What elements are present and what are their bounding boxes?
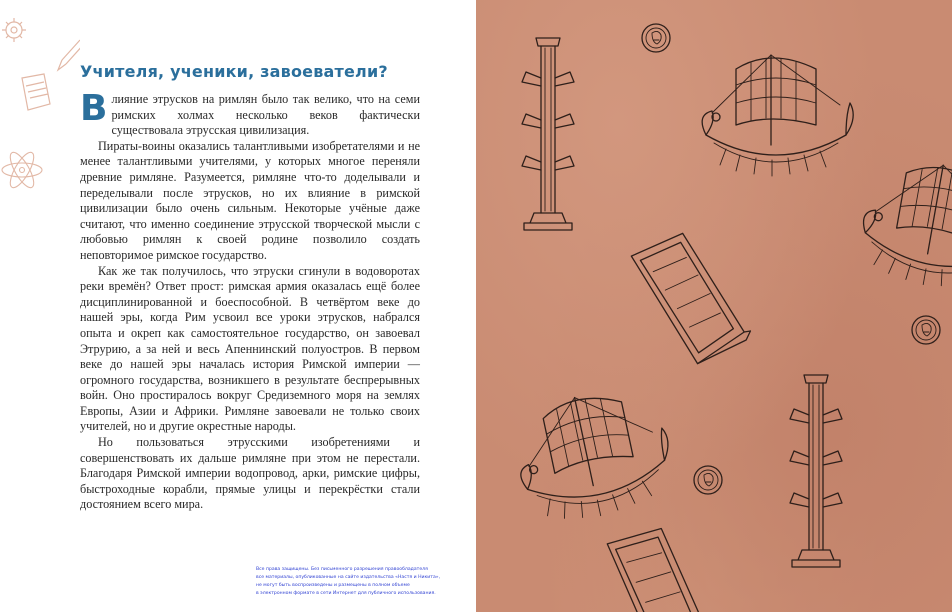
copyright-line: все материалы, опубликованные на сайте издательства «Настя и Никита»,	[256, 575, 441, 580]
paragraph-2: Пираты-воины оказались талантливыми изобретателями и не менее талантливыми учителями, у которых многое переняли древние римляне. Разумеется, римляне что-то доделывали и переделывали после этрусков, но их влияние в римской цивилизации было очень сильным. Некоторые учёные даже считают, что именно соединение этрусской творческой мысли с любовью римлян к своей родине позволило создать неповторимое римское государство.	[80, 138, 420, 262]
copyright-line: в электронном формате в сети Интернет для публичного использования.	[256, 591, 436, 596]
paragraph-3: Как же так получилось, что этруски сгинули в водоворотах реки времён? Ответ прост: римская армия оказалась ещё более дисциплинированной и боеспособной. В четвёртом веке до нашей эры, когда Рим усвоил все уроки этрусков, набрался опыта и окреп как самостоятельное государство, он завоевал Этрурию, а за ней и весь Апеннинский полуостров. В первом веке до нашей эры началась история Римской империи — огромного государства, возникшего в результате беспрерывных войн. Оно простиралось вокруг Средиземного моря на землях Европы, Азии и Африки. Римляне завоевали не только своих учителей, но и другие окрестные народы.	[80, 263, 420, 434]
scroll-icon	[22, 74, 50, 110]
ship	[507, 380, 680, 530]
copyright-notice	[256, 566, 476, 598]
article-heading: Учителя, ученики, завоеватели?	[80, 62, 388, 81]
coin	[694, 466, 722, 494]
paragraph-1-text: лияние этрусков на римлян было так велико, что на семи римских холмах несколько веков фактически существовала этрусская цивилизация.	[111, 92, 420, 138]
atom-icon	[2, 149, 42, 191]
coin	[642, 24, 670, 52]
paragraph-1	[80, 88, 420, 139]
margin-doodles	[0, 0, 80, 240]
wax-tablet	[607, 520, 717, 612]
article-body	[80, 88, 420, 513]
gear-icon	[2, 18, 26, 42]
coin	[912, 316, 940, 344]
copyright-line: не могут быть воспроизведены и размещены в полном объеме	[256, 583, 410, 588]
rostral-column	[790, 375, 842, 567]
copyright-line: Все права защищены. Без письменного разрешения правообладателя	[256, 567, 428, 572]
pencil-icon	[58, 40, 80, 70]
illustration-page	[476, 0, 952, 612]
paragraph-4: Но пользоваться этрусскими изобретениями и совершенствовать их дальше римляне при этом не перестали. Благодаря Римской империи водопровод, арки, римские цифры, быстроходные корабли, прямые улицы и перекрёстки стали достоянием всего мира.	[80, 435, 420, 512]
drop-cap: В	[80, 88, 108, 129]
pattern-illustration	[476, 0, 952, 612]
ship	[854, 153, 952, 298]
rostral-column	[522, 38, 574, 230]
ship	[702, 55, 853, 176]
wax-tablet	[631, 223, 753, 369]
